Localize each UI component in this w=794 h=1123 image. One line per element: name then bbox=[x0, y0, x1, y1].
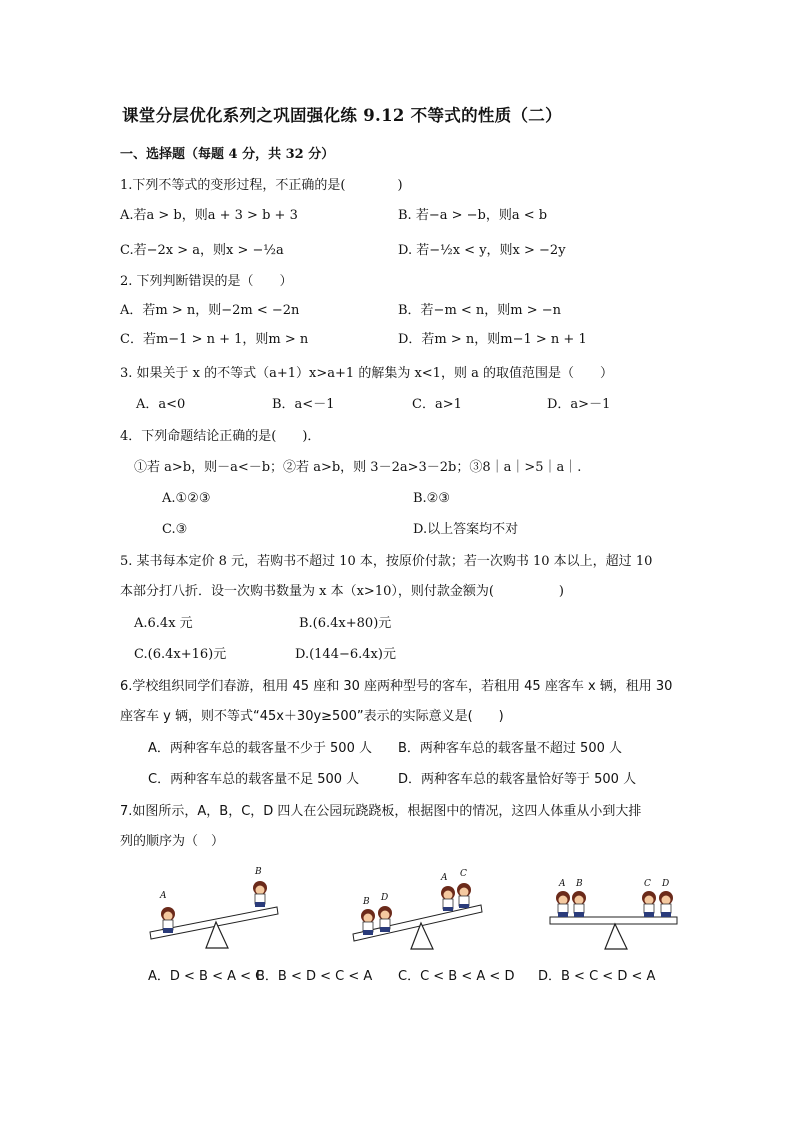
question-4-option-d: D.以上答案均不对 bbox=[413, 522, 519, 537]
kid-a-figure bbox=[441, 886, 455, 911]
question-5-line-2: 本部分打八折．设一次购书数量为 x 本（x>10），则付款金额为( ) bbox=[120, 584, 565, 599]
page-title: 课堂分层优化系列之巩固强化练 9.12 不等式的性质（二） bbox=[122, 106, 562, 125]
question-5-option-c: C.(6.4x+16)元 bbox=[134, 647, 227, 662]
question-7-option-a: A．D < B < A < C bbox=[148, 969, 265, 984]
question-1-option-a: A.若a > b，则a + 3 > b + 3 bbox=[120, 208, 298, 223]
question-4-option-a: A.①②③ bbox=[162, 491, 211, 506]
figure-2-label-d: D bbox=[381, 893, 389, 903]
kid-d-figure bbox=[659, 891, 673, 917]
figure-2-label-a: A bbox=[441, 873, 448, 883]
question-4-stem: 4．下列命题结论正确的是( )． bbox=[120, 429, 321, 444]
question-7-option-c: C．C < B < A < D bbox=[398, 969, 515, 984]
question-7-line-1: 7.如图所示，A，B，C，D 四人在公园玩跷跷板，根据图中的情况，这四人体重从小到大排 bbox=[120, 804, 642, 819]
kid-b-figure bbox=[361, 909, 375, 935]
kid-c-figure bbox=[642, 891, 656, 917]
kid-b-figure bbox=[253, 881, 267, 907]
question-2-option-a: A．若m > n，则−2m < −2n bbox=[120, 303, 300, 318]
question-6-line-2: 座客车 y 辆，则不等式“45x＋30y≥500”表示的实际意义是( ) bbox=[120, 709, 504, 724]
figure-3-label-c: C bbox=[644, 879, 651, 889]
figure-2-label-c: C bbox=[460, 869, 467, 879]
question-1-option-c: C.若−2x > a，则x > −½a bbox=[120, 243, 284, 258]
seesaw-figure-3 bbox=[545, 862, 685, 954]
question-4-option-b: B.②③ bbox=[413, 491, 450, 506]
question-2-option-d: D．若m > n，则m−1 > n + 1 bbox=[398, 332, 587, 347]
question-2-option-b: B．若−m < n，则m > −n bbox=[398, 303, 562, 318]
question-6-option-c: C．两种客车总的载客量不足 500 人 bbox=[148, 772, 360, 787]
figure-1-label-left: A bbox=[160, 891, 167, 901]
question-6-line-1: 6.学校组织同学们春游，租用 45 座和 30 座两种型号的客车，若租用 45 座客车 x 辆，租用 30 bbox=[120, 679, 673, 694]
question-1-stem: 1.下列不等式的变形过程，不正确的是( ) bbox=[120, 178, 403, 193]
question-7-option-b: B．B < D < C < A bbox=[256, 969, 373, 984]
figure-3-label-a: A bbox=[559, 879, 566, 889]
kid-a-figure bbox=[161, 907, 175, 933]
question-1-option-d: D. 若−½x < y，则x > −2y bbox=[398, 243, 566, 258]
section-heading: 一、选择题（每题 4 分，共 32 分） bbox=[120, 147, 335, 162]
question-6-option-a: A．两种客车总的载客量不少于 500 人 bbox=[148, 741, 372, 756]
question-7-option-d: D．B < C < D < A bbox=[538, 969, 656, 984]
question-6-option-d: D．两种客车总的载客量恰好等于 500 人 bbox=[398, 772, 637, 787]
kid-c-figure bbox=[457, 883, 471, 908]
question-6-option-b: B．两种客车总的载客量不超过 500 人 bbox=[398, 741, 622, 756]
question-4-option-c: C.③ bbox=[162, 522, 188, 537]
kid-b-figure bbox=[572, 891, 586, 917]
question-7-line-2: 列的顺序为（ ） bbox=[120, 834, 225, 849]
question-1-option-b: B. 若−a > −b，则a < b bbox=[398, 208, 548, 223]
figure-3-label-b: B bbox=[576, 879, 583, 889]
seesaw-figure-1 bbox=[140, 862, 285, 954]
question-3-option-a: A．a<0 bbox=[136, 397, 186, 412]
question-3-stem: 3. 如果关于 x 的不等式（a+1）x>a+1 的解集为 x<1，则 a 的取值范围是（ ） bbox=[120, 366, 613, 381]
question-2-option-c: C．若m−1 > n + 1，则m > n bbox=[120, 332, 309, 347]
figure-2-label-b: B bbox=[363, 897, 370, 907]
figure-1-label-right: B bbox=[255, 867, 262, 877]
kid-d-figure bbox=[378, 906, 392, 932]
question-5-option-d: D.(144−6.4x)元 bbox=[295, 647, 396, 662]
seesaw-figure-2 bbox=[345, 862, 490, 954]
question-5-line-1: 5. 某书每本定价 8 元，若购书不超过 10 本，按原价付款；若一次购书 10 本以上，超过 10 bbox=[120, 554, 653, 569]
kid-a-figure bbox=[556, 891, 570, 917]
question-3-option-d: D．a>－1 bbox=[547, 397, 611, 412]
question-2-stem: 2. 下列判断错误的是（ ） bbox=[120, 274, 293, 289]
question-5-option-a: A.6.4x 元 bbox=[134, 616, 193, 631]
question-5-option-b: B.(6.4x+80)元 bbox=[299, 616, 392, 631]
question-3-option-b: B．a<－1 bbox=[272, 397, 335, 412]
question-4-statements: ①若 a>b，则－a<－b；②若 a>b，则 3－2a>3－2b；③8｜a｜>5｜a｜. bbox=[134, 460, 582, 475]
question-3-option-c: C．a>1 bbox=[412, 397, 462, 412]
figure-3-label-d: D bbox=[662, 879, 670, 889]
